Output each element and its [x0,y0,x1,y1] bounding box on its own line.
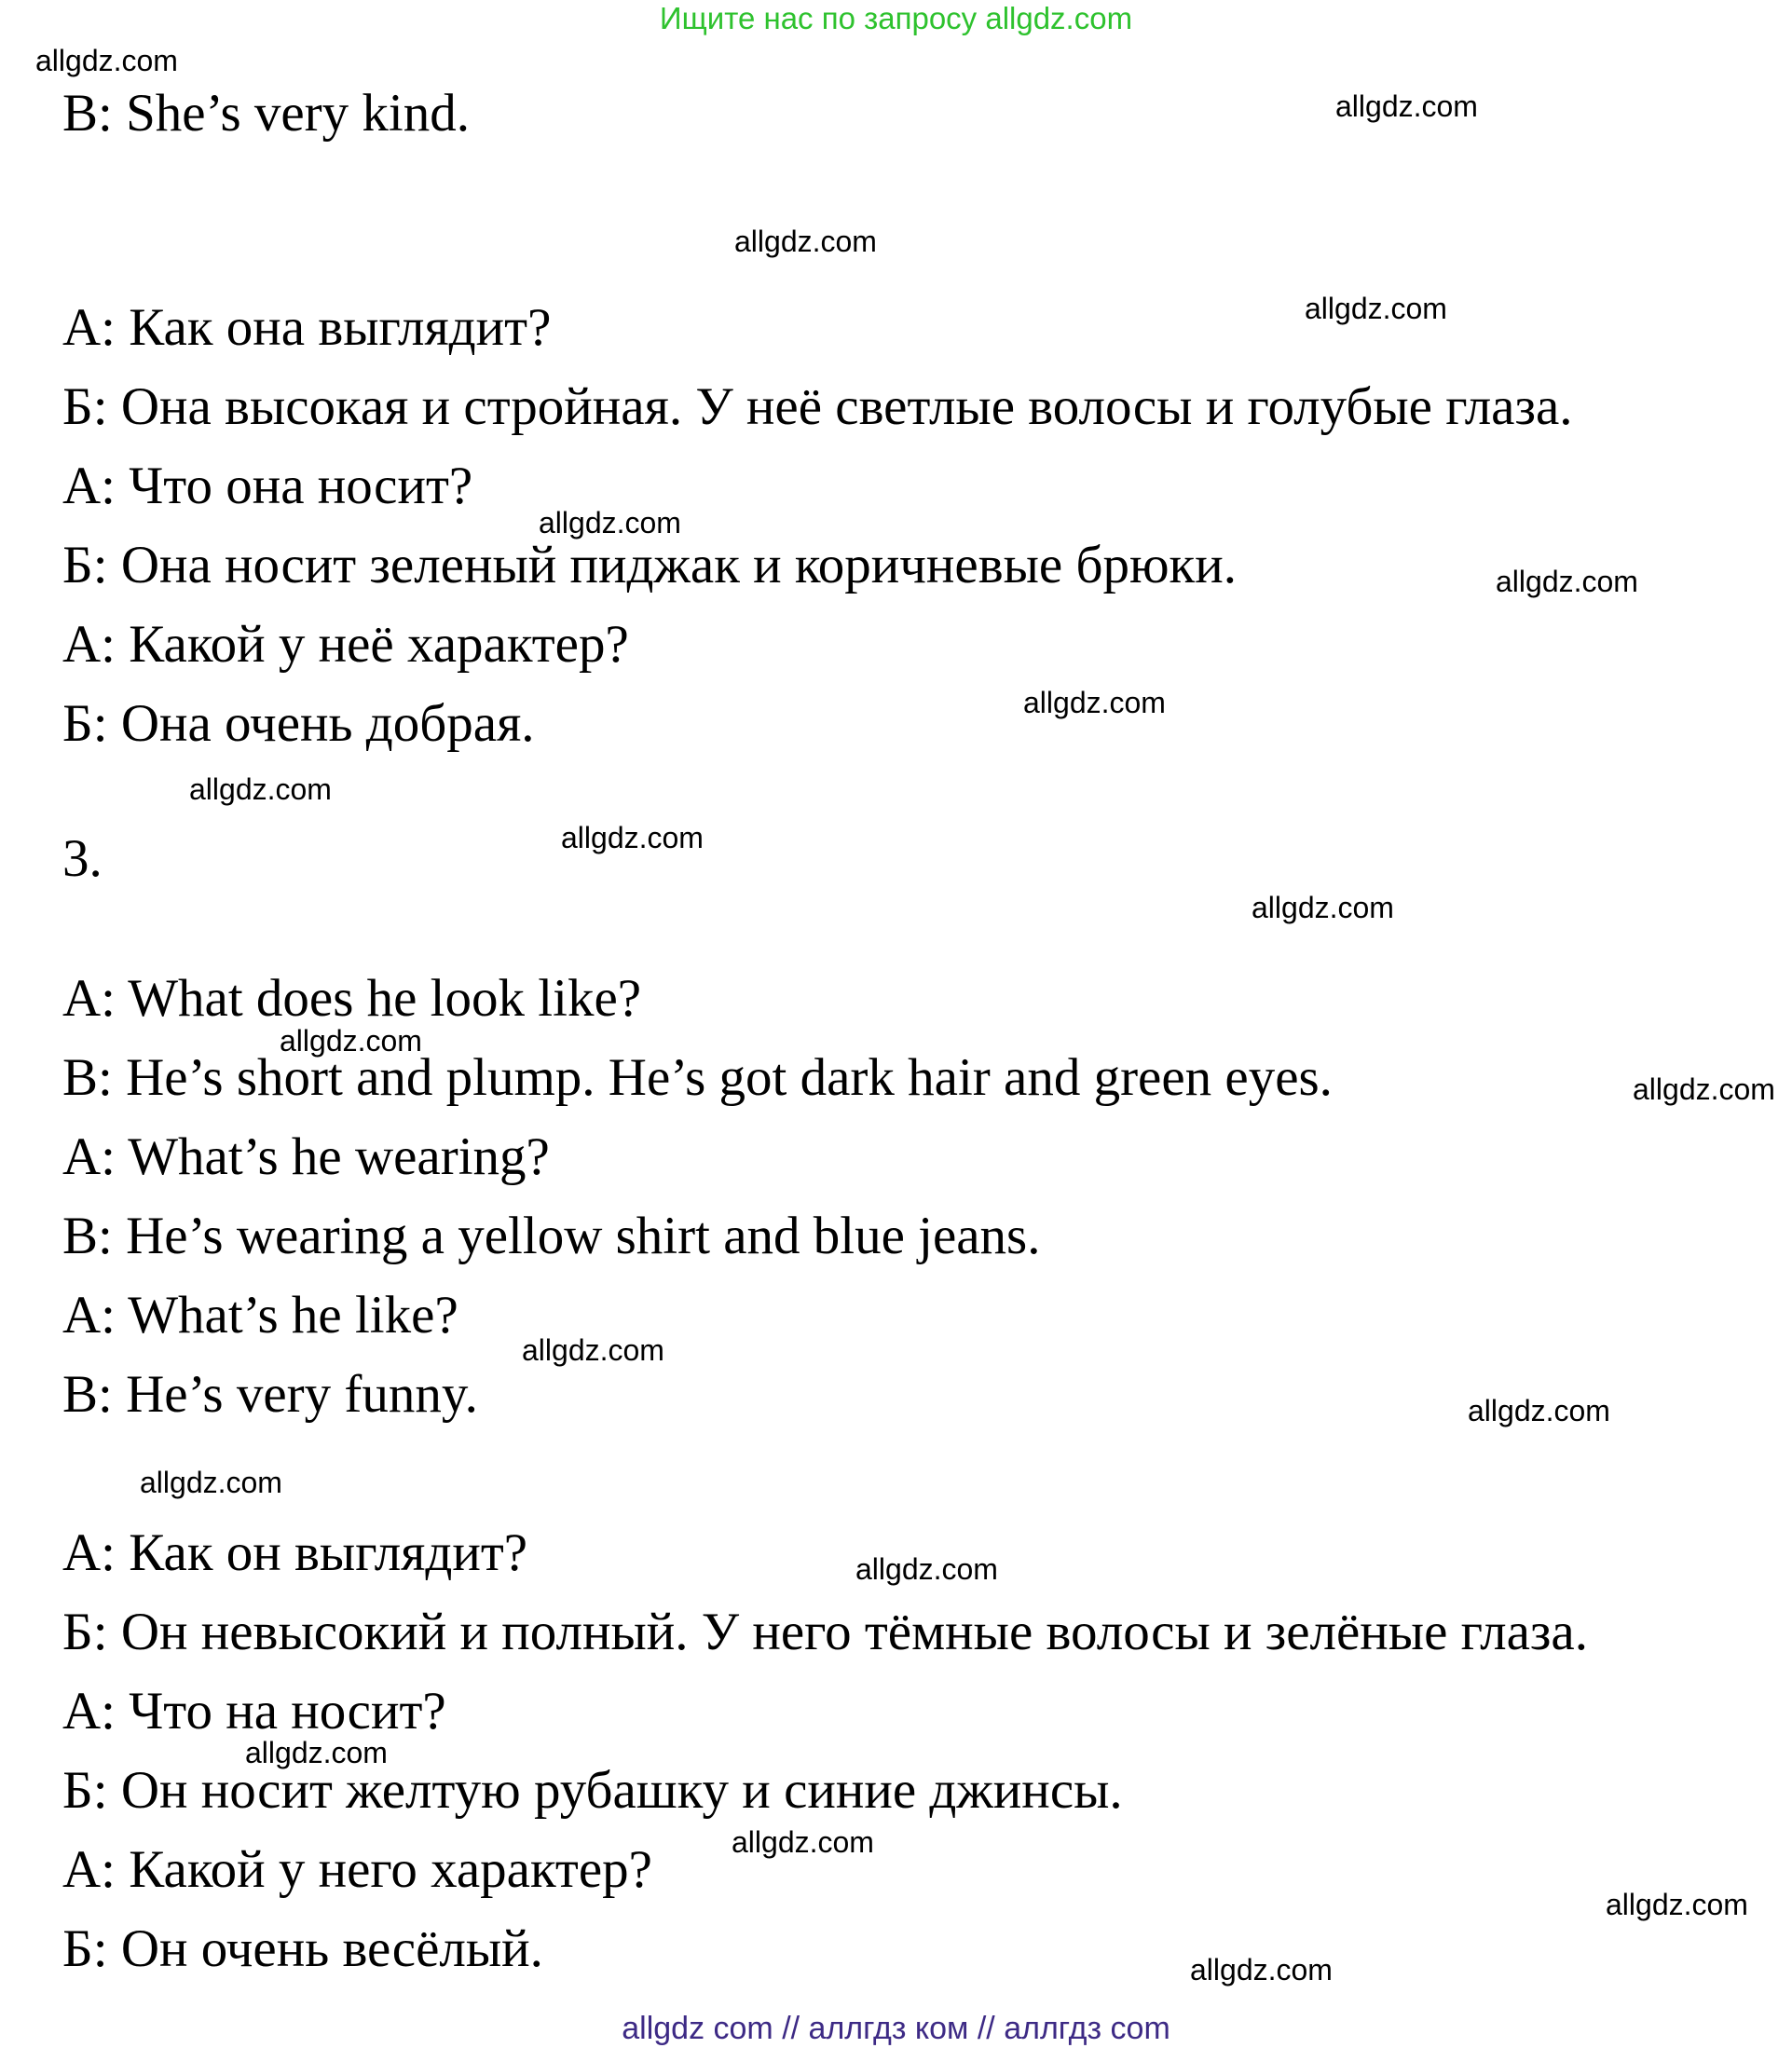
dialogue-line: А: Что она носит? [62,457,473,515]
dialogue-line: Б: Она высокая и стройная. У неё светлые волосы и голубые глаза. [62,377,1573,436]
search-banner: Ищите нас по запросу allgdz.com [659,1,1133,35]
dialogue-line: Б: Он носит желтую рубашку и синие джинсы. [62,1761,1123,1820]
watermark: allgdz.com [1606,1888,1748,1921]
watermark: allgdz.com [189,772,332,806]
watermark: allgdz.com [1252,891,1394,924]
watermark: allgdz.com [1305,292,1447,325]
watermark: allgdz.com [245,1736,388,1769]
dialogue-line: A: Как он выглядит? [62,1523,528,1582]
dialogue-line: А: Что на носит? [62,1682,446,1741]
dialogue-line: А: Какой у него характер? [62,1840,652,1899]
watermark: allgdz.com [1190,1953,1333,1987]
dialogue-line: А: Какой у неё характер? [62,615,629,674]
dialogue-line: B: He’s wearing a yellow shirt and blue jeans. [62,1207,1041,1265]
watermark: allgdz.com [1496,565,1638,598]
watermark: allgdz.com [855,1552,998,1586]
dialogue-line: Б: Он невысокий и полный. У него тёмные волосы и зелёные глаза. [62,1603,1588,1661]
dialogue-line: A: Как она выглядит? [62,298,552,357]
site-footer: allgdz com // аллгдз ком // аллгдз com [622,2011,1170,2046]
watermark: allgdz.com [1335,89,1478,123]
dialogue-line: Б: Она очень добрая. [62,694,535,753]
watermark: allgdz.com [539,506,681,539]
watermark: allgdz.com [732,1825,874,1859]
dialogue-line: B: He’s very funny. [62,1365,478,1424]
dialogue-line: A: What’s he wearing? [62,1127,550,1186]
watermark: allgdz.com [1633,1072,1775,1106]
dialogue-line: A: What does he look like? [62,969,642,1028]
watermark: allgdz.com [1023,686,1166,719]
exercise-number: 3. [62,829,103,888]
dialogue-line: Б: Он очень весёлый. [62,1919,543,1978]
watermark: allgdz.com [1468,1394,1610,1427]
dialogue-line: Б: Она носит зеленый пиджак и коричневые брюки. [62,536,1237,594]
dialogue-line: A: What’s he like? [62,1286,458,1345]
dialogue-line: B: She’s very kind. [62,84,470,143]
dialogue-line: B: He’s short and plump. He’s got dark hair and green eyes. [62,1048,1333,1107]
watermark: allgdz.com [734,225,877,258]
watermark: allgdz.com [280,1024,422,1058]
watermark: allgdz.com [561,821,704,854]
watermark: allgdz.com [522,1333,664,1367]
watermark: allgdz.com [35,44,178,77]
watermark: allgdz.com [140,1466,282,1499]
